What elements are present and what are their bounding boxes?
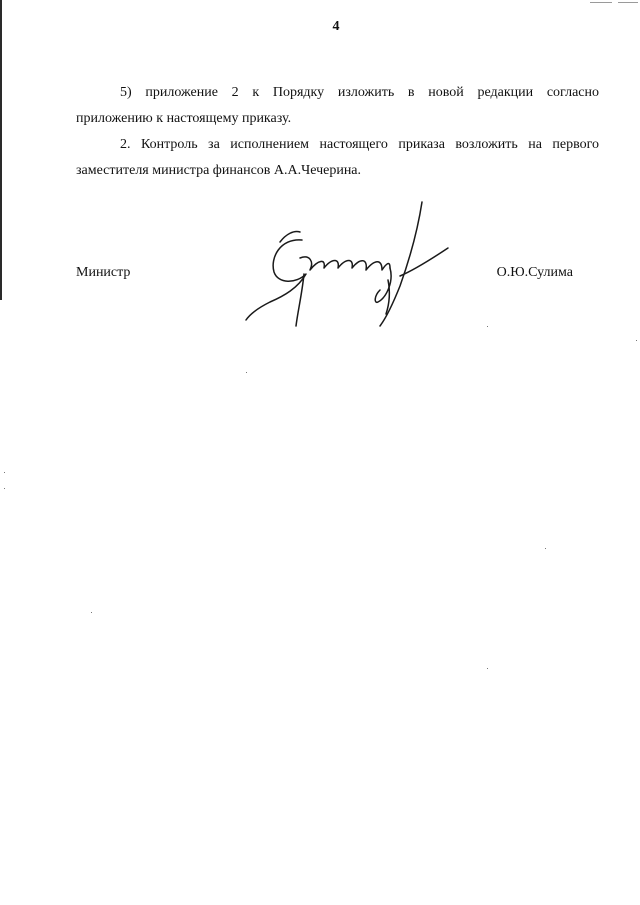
- scan-speck: [4, 488, 5, 489]
- scan-mark-artifact: [618, 2, 638, 3]
- scan-speck: [4, 472, 5, 473]
- scan-speck: [636, 340, 637, 341]
- scan-edge-artifact: [0, 0, 2, 300]
- paragraph-line: заместителя министра финансов А.А.Чечерина.: [76, 163, 362, 178]
- paragraph-item-5: [76, 80, 599, 132]
- page-number: 4: [332, 19, 340, 34]
- signatory-position: Министр: [76, 265, 131, 280]
- scan-speck: [91, 612, 92, 613]
- scan-mark-artifact: [590, 2, 612, 3]
- signatory-name: О.Ю.Сулима: [496, 265, 573, 280]
- paragraph-line: приложению к настоящему приказу.: [76, 111, 292, 126]
- paragraph-line: 5) приложение 2 к Порядку изложить в новой редакции согласно: [120, 85, 599, 100]
- scan-speck: [545, 548, 546, 549]
- scan-speck: [487, 326, 488, 327]
- paragraph-clause-2: [76, 132, 599, 184]
- paragraph-line: 2. Контроль за исполнением настоящего приказа возложить на первого: [120, 137, 599, 152]
- signature-block: [76, 262, 573, 284]
- scan-speck: [487, 668, 488, 669]
- scan-speck: [246, 372, 247, 373]
